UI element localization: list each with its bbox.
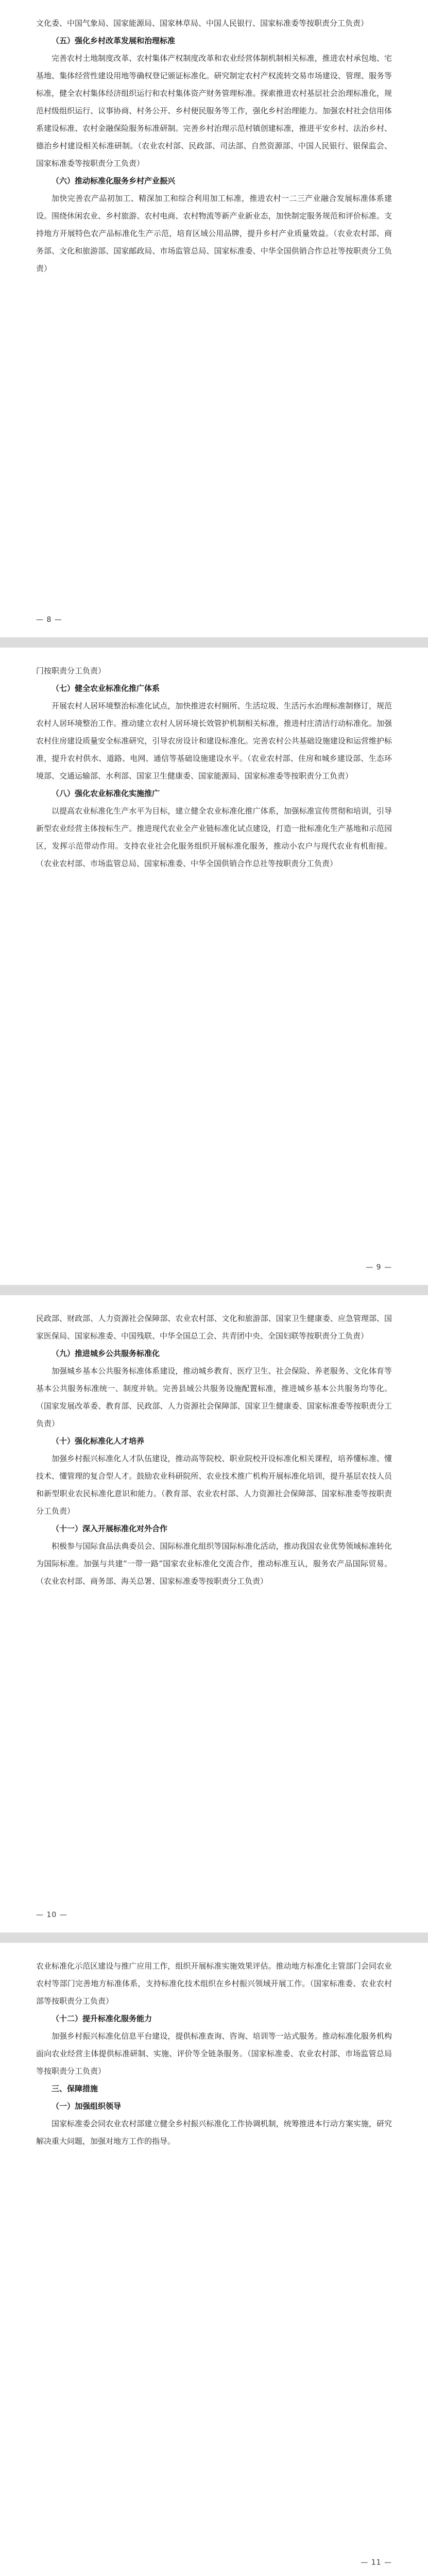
section-heading: （一）加强组织领导	[52, 2102, 122, 2111]
document-page-11	[0, 1943, 428, 2576]
document-page-8	[0, 0, 428, 637]
section-heading: （六）推动标准化服务乡村产业振兴	[52, 176, 176, 185]
body-paragraph: 国家标准委会同农业农村部建立健全乡村振兴标准化工作协调机制，统筹推进本行动方案实施，研究解决重大问题，加强对地方工作的指导。	[36, 2119, 392, 2146]
page-number: — 8 —	[36, 616, 62, 624]
page-body	[36, 1957, 392, 2150]
page-gap	[0, 1933, 428, 1943]
page-number: — 10 —	[36, 1911, 67, 1919]
body-paragraph: 积极参与国际食品法典委员会、国际标准化组织等国际标准化活动，推动我国农业优势领域标准转化为国际标准。加强与共建“一带一路”国家农业标准化交流合作，推动标准互认，服务农产品国际贸易。（农业农村部、商务部、海关总署、国家标准委等按职责分工负责）	[36, 1541, 392, 1586]
body-paragraph: 民政部、财政部、人力资源社会保障部、农业农村部、文化和旅游部、国家卫生健康委、应急管理部、国家医保局、国家标准委、中国残联、中华全国总工会、共青团中央、全国妇联等按职责分工负责）	[36, 1314, 392, 1341]
section-heading: （十二）提升标准化服务能力	[52, 2014, 152, 2023]
body-paragraph: 门按职责分工负责）	[36, 666, 106, 675]
page-body	[36, 1310, 392, 1590]
page-number: — 11 —	[361, 2558, 392, 2567]
body-paragraph: 农业标准化示范区建设与推广应用工作，组织开展标准实施效果评估。推动地方标准化主管部门会同农业农村等部门完善地方标准体系，支持标准化技术组织在乡村振兴领域开展工作。（国家标准委、农业农村部等按职责分工负责）	[36, 1961, 392, 2006]
section-heading: （五）强化乡村改革发展和治理标准	[52, 36, 176, 45]
body-paragraph: 完善农村土地制度改革、农村集体产权制度改革和农业经营体制机制相关标准，推进农村承包地、宅基地、集体经营性建设用地等确权登记颁证标准化。研究制定农村产权流转交易市场建设、管理、服务等标准，健全农村集体经济组织运行和农村集体资产财务管理标准。探索推进农村基层社会治理标准化，规范村级组织运行、议事协商、村务公开、乡村便民服务等工作，强化乡村治理能力。加强农村社会信用体系建设标准、农村金融保险服务标准研制。完善乡村治理示范村镇创建标准，推进平安乡村、法治乡村、德治乡村建设相关标准研制。（农业农村部、民政部、司法部、自然资源部、中国人民银行、银保监会、国家标准委等按职责分工负责）	[36, 54, 392, 168]
body-paragraph: 开展农村人居环境整治标准化试点，加快推进农村厕所、生活垃圾、生活污水治理标准制修订，规范农村人居环境整治工作。推动建立农村人居环境长效管护机制相关标准，推进村庄清洁行动标准化。加强农村住房建设质量安全标准研究，引导农房设计和建设标准化。完善农村公共基础设施建设和运营维护标准，提升农村供水、道路、电网、通信等基础设施建设水平。（农业农村部、住房和城乡建设部、生态环境部、交通运输部、水利部、国家卫生健康委、国家能源局、国家标准委等按职责分工负责）	[36, 701, 392, 781]
page-gap	[0, 1285, 428, 1295]
body-paragraph: 加强乡村振兴标准化信息平台建设，提供标准查询、咨询、培训等一站式服务。推动标准化服务机构面向农业经营主体提供标准研制、实施、评价等全链条服务。（国家标准委、农业农村部、市场监管总局等按职责分工负责）	[36, 2031, 392, 2076]
section-heading: （九）推进城乡公共服务标准化	[52, 1349, 160, 1358]
section-heading: （十一）深入开展标准化对外合作	[52, 1524, 168, 1533]
document-page-10	[0, 1295, 428, 1933]
body-paragraph: 文化委、中国气象局、国家能源局、国家林草局、中国人民银行、国家标准委等按职责分工负责）	[36, 19, 369, 28]
body-paragraph: 加强乡村振兴标准化人才队伍建设，推动高等院校、职业院校开设标准化相关课程，培养懂标准、懂技术、懂管理的复合型人才。鼓励农业科研院所、农业技术推广机构开展标准化培训，提升基层农技人员和新型职业农民标准化意识和能力。（教育部、农业农村部、人力资源社会保障部、国家标准委等按职责分工负责）	[36, 1454, 392, 1516]
page-gap	[0, 637, 428, 648]
page-body	[36, 662, 392, 872]
body-paragraph: 加强城乡基本公共服务标准体系建设，推动城乡教育、医疗卫生、社会保险、养老服务、文化体育等基本公共服务标准统一、制度并轨。完善县域公共服务设施配置标准，推进城乡基本公共服务均等化。（国家发展改革委、教育部、民政部、人力资源社会保障部、国家卫生健康委、国家标准委等按职责分工负责）	[36, 1366, 392, 1428]
section-heading: （十）强化标准化人才培养	[52, 1436, 145, 1446]
page-number: — 9 —	[366, 1263, 392, 1272]
page-body	[36, 14, 392, 277]
section-heading: 三、保障措施	[52, 2084, 98, 2093]
body-paragraph: 加快完善农产品初加工、精深加工和综合利用加工标准，推进农村一二三产业融合发展标准体系建设。围绕休闲农业、乡村旅游、农村电商、农村物流等新产业新业态，加快制定服务规范和评价标准。支持地方开展特色农产品标准化生产示范，培育区域公用品牌，提升乡村产业质量效益。（农业农村部、商务部、文化和旅游部、国家邮政局、市场监管总局、国家标准委、中华全国供销合作总社等按职责分工负责）	[36, 194, 392, 273]
section-heading: （七）健全农业标准化推广体系	[52, 684, 160, 693]
document-page-9	[0, 648, 428, 1285]
section-heading: （八）强化农业标准化实施推广	[52, 789, 160, 798]
body-paragraph: 以提高农业标准化生产水平为目标，建立健全农业标准化推广体系，加强标准宣传贯彻和培训，引导新型农业经营主体按标生产。推进现代农业全产业链标准化试点建设，打造一批标准化生产基地和示范园区，发挥示范带动作用。支持农业社会化服务组织开展标准化服务，推动小农户与现代农业有机衔接。（农业农村部、市场监管总局、国家标准委、中华全国供销合作总社等按职责分工负责）	[36, 806, 392, 868]
